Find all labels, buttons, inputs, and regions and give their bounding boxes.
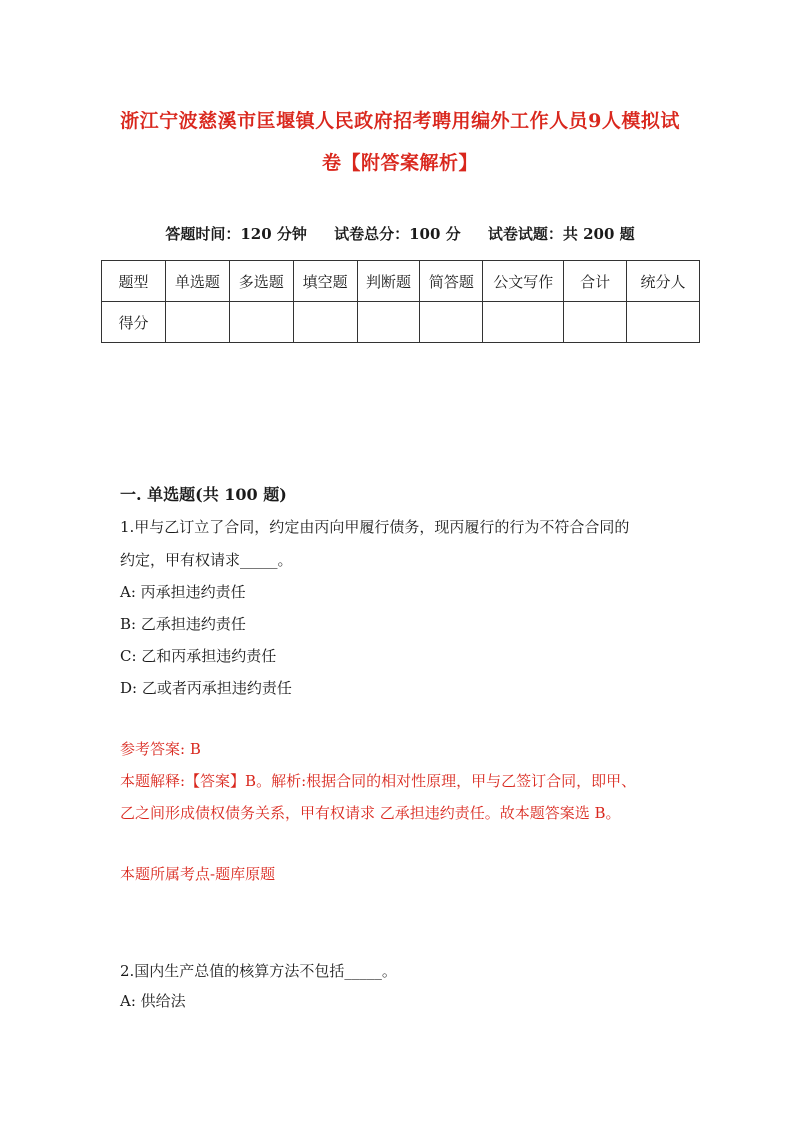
score-header-cell: 简答题 [420, 261, 483, 302]
score-header-cell: 单选题 [165, 261, 229, 302]
q2-stem: 2.国内生产总值的核算方法不包括_____。 [120, 962, 397, 980]
q1-answer: 参考答案: B [120, 740, 201, 758]
q2-option-a: A: 供给法 [120, 992, 186, 1010]
score-header-cell: 多选题 [229, 261, 293, 302]
score-table-score-row [102, 302, 700, 343]
score-cell [483, 302, 564, 343]
score-cell [165, 302, 229, 343]
score-header-cell: 题型 [102, 261, 166, 302]
score-table [101, 260, 700, 343]
exam-time: 答题时间：120 分钟 [165, 225, 307, 243]
q1-stem-line2: 约定，甲有权请求_____。 [120, 551, 293, 569]
score-cell [420, 302, 483, 343]
score-header-cell: 公文写作 [483, 261, 564, 302]
score-header-cell: 填空题 [293, 261, 357, 302]
score-cell [229, 302, 293, 343]
doc-title-line1: 浙江宁波慈溪市匡堰镇人民政府招考聘用编外工作人员9人模拟试 [120, 110, 680, 132]
score-header-cell: 判断题 [357, 261, 420, 302]
exam-meta [100, 223, 700, 244]
score-cell [564, 302, 627, 343]
q1-option-c: C: 乙和丙承担违约责任 [120, 647, 277, 665]
score-row-label: 得分 [102, 302, 166, 343]
q1-stem-line1: 1.甲与乙订立了合同，约定由丙向甲履行债务，现丙履行的行为不符合合同的 [120, 518, 630, 536]
exam-question-count: 试卷试题：共 200 题 [487, 225, 635, 243]
score-cell [357, 302, 420, 343]
score-header-cell: 统分人 [627, 261, 700, 302]
q1-option-b: B: 乙承担违约责任 [120, 615, 246, 633]
score-table-header-row [102, 261, 700, 302]
q1-explain-line1: 本题解释:【答案】B。解析:根据合同的相对性原理，甲与乙签订合同，即甲、 [120, 772, 637, 790]
exam-total-score: 试卷总分：100 分 [334, 225, 461, 243]
q1-option-d: D: 乙或者丙承担违约责任 [120, 679, 292, 697]
score-cell [293, 302, 357, 343]
q1-option-a: A: 丙承担违约责任 [120, 583, 246, 601]
q1-explain-line2: 乙之间形成债权债务关系，甲有权请求 乙承担违约责任。故本题答案选 B。 [120, 804, 621, 822]
section-title: 一. 单选题(共 100 题) [120, 485, 287, 504]
score-header-cell: 合计 [564, 261, 627, 302]
q1-source: 本题所属考点-题库原题 [120, 865, 276, 883]
doc-title-line2: 卷【附答案解析】 [321, 152, 478, 174]
score-cell [627, 302, 700, 343]
